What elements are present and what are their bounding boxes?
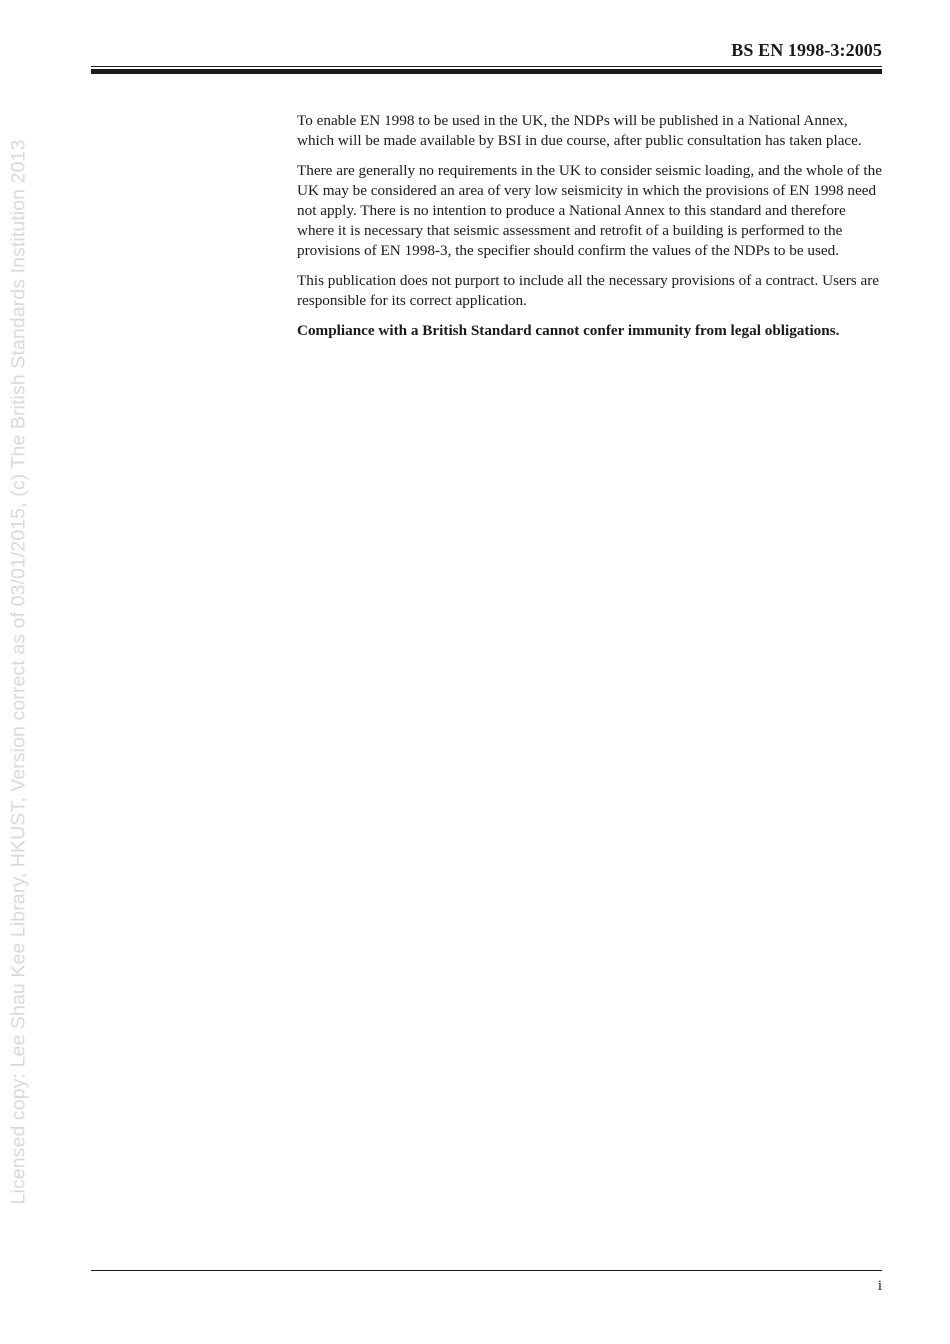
paragraph-seismic-requirements: There are generally no requirements in the UK to consider seismic loading, and the whole of the UK may be considered an area of very low seismicity in which the provisions of EN 1998 need not apply. There is no intention to produce a National Annex to this standard and therefore where it is necessary that seismic assessment and retrofit of a building is performed to the provisions of EN 1998-3, the specifier should confirm the values of the NDPs to be used. — [297, 162, 882, 259]
page-number: i — [877, 1278, 882, 1294]
paragraph-publication-disclaimer: This publication does not purport to include all the necessary provisions of a contract. Users are responsible for its correct application. — [297, 272, 880, 309]
document-id-header: BS EN 1998-3:2005 — [731, 40, 882, 60]
license-watermark: Licensed copy: Lee Shau Kee Library, HKUST, Version correct as of 03/01/2015, (c) The British Standards Institution 2013 — [7, 139, 30, 1205]
footer-rule — [91, 1270, 882, 1271]
compliance-statement: Compliance with a British Standard cannot confer immunity from legal obligations. — [297, 322, 840, 339]
header-rule-thick — [91, 69, 882, 74]
paragraph-national-annex: To enable EN 1998 to be used in the UK, the NDPs will be published in a National Annex, which will be made available by BSI in due course, after public consultation has taken place. — [297, 112, 862, 149]
header-rule-thin — [91, 66, 882, 67]
body-content — [297, 111, 883, 351]
